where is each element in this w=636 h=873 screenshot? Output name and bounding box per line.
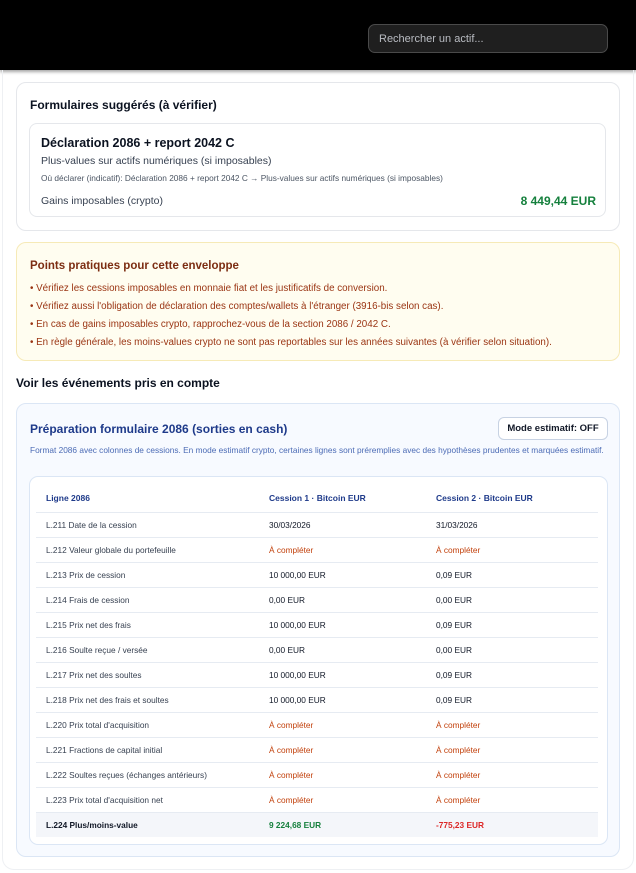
practical-tips-card <box>16 242 620 361</box>
practical-tips-list <box>30 280 552 352</box>
cession-1-value: À compléter <box>259 762 426 787</box>
cession-1-value: 10 000,00 EUR <box>259 562 426 587</box>
line-label: L.214 Frais de cession <box>36 587 259 612</box>
line-label: L.217 Prix net des soultes <box>36 662 259 687</box>
table-row <box>36 587 598 612</box>
line-label: L.216 Soulte reçue / versée <box>36 637 259 662</box>
table-row <box>36 637 598 662</box>
search-input[interactable] <box>368 24 608 53</box>
tip-item: • En règle générale, les moins-values crypto ne sont pas reportables sur les années suivantes (à vérifier selon situation). <box>30 337 552 348</box>
table-row <box>36 537 598 562</box>
cession-1-value: 0,00 EUR <box>259 637 426 662</box>
cession-2-value: À compléter <box>426 787 598 812</box>
cession-1-value: 10 000,00 EUR <box>259 687 426 712</box>
cession-2-value: 0,00 EUR <box>426 587 598 612</box>
tip-item: • Vérifiez les cessions imposables en monnaie fiat et les justificatifs de conversion. <box>30 283 388 294</box>
table-header-row <box>36 484 598 512</box>
line-label: L.224 Plus/moins-value <box>36 812 259 837</box>
cession-2-value: À compléter <box>426 712 598 737</box>
table-row <box>36 662 598 687</box>
cession-2-value: 0,09 EUR <box>426 562 598 587</box>
taxable-gains-value: 8 449,44 EUR <box>520 194 596 208</box>
cession-2-loss-value: -775,23 EUR <box>426 812 598 837</box>
column-header-cession-1: Cession 1 · Bitcoin EUR <box>259 484 426 512</box>
table-row <box>36 712 598 737</box>
cession-1-value: À compléter <box>259 537 426 562</box>
events-toggle[interactable]: Voir les événements pris en compte <box>16 376 220 390</box>
column-header-cession-2: Cession 2 · Bitcoin EUR <box>426 484 598 512</box>
cession-1-value: 10 000,00 EUR <box>259 612 426 637</box>
suggested-forms-title: Formulaires suggérés (à vérifier) <box>30 98 217 112</box>
cession-2-value: À compléter <box>426 762 598 787</box>
cession-2-value: 31/03/2026 <box>426 512 598 537</box>
table-total-row <box>36 812 598 837</box>
form-name: Déclaration 2086 + report 2042 C <box>41 136 235 150</box>
line-label: L.218 Prix net des frais et soultes <box>36 687 259 712</box>
line-label: L.222 Soultes reçues (échanges antérieurs) <box>36 762 259 787</box>
cession-2-value: 0,00 EUR <box>426 637 598 662</box>
form-description: Plus-values sur actifs numériques (si imposables) <box>41 155 272 167</box>
cession-1-value: 0,00 EUR <box>259 587 426 612</box>
cession-2-value: 0,09 EUR <box>426 612 598 637</box>
table-row <box>36 787 598 812</box>
top-bar <box>0 0 636 70</box>
line-label: L.212 Valeur globale du portefeuille <box>36 537 259 562</box>
cession-2-value: À compléter <box>426 737 598 762</box>
cession-1-value: À compléter <box>259 737 426 762</box>
cession-1-value: À compléter <box>259 712 426 737</box>
form-2086-table <box>36 484 598 837</box>
line-label: L.213 Prix de cession <box>36 562 259 587</box>
form-where-to-declare: Où déclarer (indicatif): Déclaration 2086 + report 2042 C → Plus-values sur actifs numériques (si imposables) <box>41 173 443 183</box>
suggested-forms-card <box>16 82 620 231</box>
line-label: L.221 Fractions de capital initial <box>36 737 259 762</box>
column-header-line: Ligne 2086 <box>36 484 259 512</box>
table-row <box>36 612 598 637</box>
taxable-gains-label: Gains imposables (crypto) <box>41 195 163 207</box>
cession-1-gain-value: 9 224,68 EUR <box>259 812 426 837</box>
cession-1-value: 30/03/2026 <box>259 512 426 537</box>
tip-item: • En cas de gains imposables crypto, rapprochez-vous de la section 2086 / 2042 C. <box>30 319 391 330</box>
line-label: L.215 Prix net des frais <box>36 612 259 637</box>
table-row <box>36 762 598 787</box>
practical-tips-title: Points pratiques pour cette enveloppe <box>30 260 239 272</box>
tip-item: • Vérifiez aussi l'obligation de déclaration des comptes/wallets à l'étranger (3916-bis selon cas). <box>30 301 444 312</box>
line-label: L.220 Prix total d'acquisition <box>36 712 259 737</box>
table-row <box>36 562 598 587</box>
cession-2-value: 0,09 EUR <box>426 687 598 712</box>
preparation-title: Préparation formulaire 2086 (sorties en cash) <box>30 422 288 436</box>
line-label: L.211 Date de la cession <box>36 512 259 537</box>
cession-2-value: À compléter <box>426 537 598 562</box>
table-row <box>36 737 598 762</box>
estimative-mode-toggle-button[interactable]: Mode estimatif: OFF <box>498 417 608 440</box>
preparation-note: Format 2086 avec colonnes de cessions. En mode estimatif crypto, certaines lignes sont préremplies avec des hypothèses prudentes et marquées estimatif. <box>30 445 604 455</box>
line-label: L.223 Prix total d'acquisition net <box>36 787 259 812</box>
table-row <box>36 512 598 537</box>
form-2086-preparation-card <box>16 403 620 857</box>
form-2086-table-container <box>29 476 608 845</box>
cession-1-value: À compléter <box>259 787 426 812</box>
table-row <box>36 687 598 712</box>
cession-2-value: 0,09 EUR <box>426 662 598 687</box>
form-item-card <box>29 123 606 217</box>
cession-1-value: 10 000,00 EUR <box>259 662 426 687</box>
